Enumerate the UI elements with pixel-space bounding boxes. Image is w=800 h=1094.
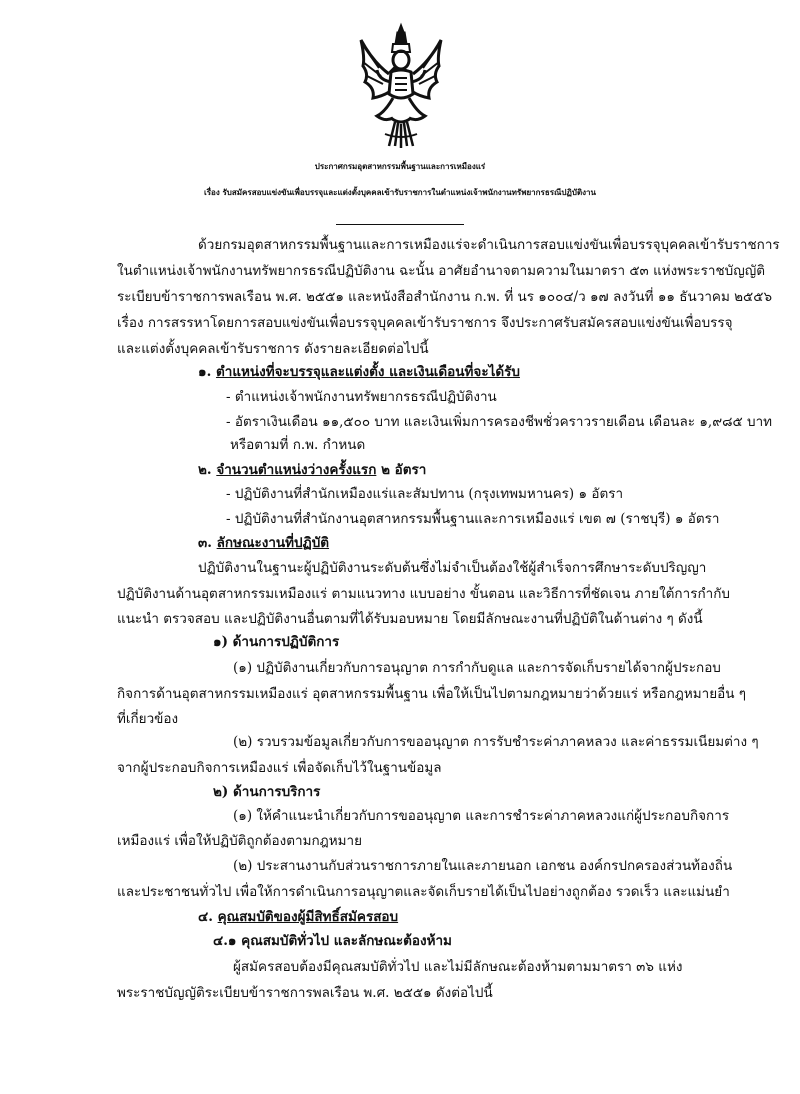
section-title: จำนวนตำแหน่งว่างครั้งแรก <box>216 462 377 478</box>
section-title: ตำแหน่งที่จะบรรจุและแต่งตั้ง และเงินเดือนที่จะได้รับ <box>215 364 520 380</box>
list-item: - ปฏิบัติงานที่สำนักเหมืองแร่และสัมปทาน (กรุงเทพมหานคร) ๑ อัตรา <box>226 486 624 502</box>
paragraph-line: (๑) ให้คำแนะนำเกี่ยวกับการขออนุญาต และการชำระค่าภาคหลวงแก่ผู้ประกอบกิจการ <box>233 808 730 824</box>
subsection-heading: ๑) ด้านการปฏิบัติการ <box>213 634 340 650</box>
intro-line: ด้วยกรมอุตสาหกรรมพื้นฐานและการเหมืองแร่จะดำเนินการสอบแข่งขันเพื่อบรรจุบุคคลเข้ารับราชการ <box>198 237 780 253</box>
list-item: - ปฏิบัติงานที่สำนักงานอุตสาหกรรมพื้นฐานและการเหมืองแร่ เขต ๗ (ราชบุรี) ๑ อัตรา <box>226 511 720 527</box>
section-1-heading <box>198 363 520 381</box>
section-number: ๓. <box>198 535 212 551</box>
intro-line: ในตำแหน่งเจ้าพนักงานทรัพยากรธรณีปฏิบัติงาน ฉะนั้น อาศัยอำนาจตามความในมาตรา ๕๓ แห่งพระราชบัญญัติ <box>117 263 765 279</box>
paragraph-line: (๑) ปฏิบัติงานเกี่ยวกับการอนุญาต การกำกับดูแล และการจัดเก็บรายได้จากผู้ประกอบ <box>233 660 721 676</box>
paragraph-line: เหมืองแร่ เพื่อให้ปฏิบัติถูกต้องตามกฎหมาย <box>117 833 363 849</box>
intro-line: ระเบียบข้าราชการพลเรือน พ.ศ. ๒๕๕๑ และหนังสือสำนักงาน ก.พ. ที่ นร ๑๐๐๔/ว ๑๗ ลงวันที่ ๑๑ ธันวาคม ๒๕๕๖ <box>117 289 773 305</box>
paragraph-line: ที่เกี่ยวข้อง <box>117 711 179 727</box>
document-subject: เรื่อง รับสมัครสอบแข่งขันเพื่อบรรจุและแต่งตั้งบุคคลเข้ารับราชการในตำแหน่งเจ้าพนักงานทรัพยากรธรณีปฏิบัติงาน <box>203 187 597 197</box>
paragraph-line: ผู้สมัครสอบต้องมีคุณสมบัติทั่วไป และไม่มีลักษณะต้องห้ามตามมาตรา ๓๖ แห่ง <box>233 959 683 975</box>
paragraph-line: (๒) ประสานงานกับส่วนราชการภายในและภายนอก เอกชน องค์กรปกครองส่วนท้องถิ่น <box>233 858 733 874</box>
subsection-heading: ๒) ด้านการบริการ <box>213 784 321 800</box>
section-title: คุณสมบัติของผู้มีสิทธิ์สมัครสอบ <box>217 909 399 925</box>
section-title: ลักษณะงานที่ปฏิบัติ <box>216 535 330 551</box>
paragraph-line: แนะนำ ตรวจสอบ และปฏิบัติงานอื่นตามที่ได้รับมอบหมาย โดยมีลักษณะงานที่ปฏิบัติในด้านต่าง ๆ ดังนี้ <box>117 611 703 627</box>
list-item: - อัตราเงินเดือน ๑๑,๕๐๐ บาท และเงินเพิ่มการครองชีพชั่วคราวรายเดือน เดือนละ ๑,๙๘๕ บาท <box>226 414 773 430</box>
list-item: - ตำแหน่งเจ้าพนักงานทรัพยากรธรณีปฏิบัติงาน <box>226 389 497 405</box>
list-item-continuation: หรือตามที่ ก.พ. กำหนด <box>230 437 366 453</box>
section-number: ๒. <box>198 462 212 478</box>
paragraph-line: ปฏิบัติงานด้านอุตสาหกรรมเหมืองแร่ ตามแนวทาง แบบอย่าง ขั้นตอน และวิธีการที่ชัดเจน ภายใต้การกำกับ <box>117 586 730 602</box>
intro-line: เรื่อง การสรรหาโดยการสอบแข่งขันเพื่อบรรจุบุคคลเข้ารับราชการ จึงประกาศรับสมัครสอบแข่งขันเพื่อบรรจุ <box>117 315 733 331</box>
paragraph-line: กิจการด้านอุตสาหกรรมเหมืองแร่ อุตสาหกรรมพื้นฐาน เพื่อให้เป็นไปตามกฎหมายว่าด้วยแร่ หรือกฎหมายอื่น ๆ <box>117 686 747 702</box>
vacancy-count: ๒ อัตรา <box>381 462 427 478</box>
section-3-heading <box>198 534 329 552</box>
paragraph-line: พระราชบัญญัติระเบียบข้าราชการพลเรือน พ.ศ. ๒๕๕๑ ดังต่อไปนี้ <box>117 985 493 1001</box>
section-2-heading <box>198 461 426 479</box>
paragraph-line: (๒) รวบรวมข้อมูลเกี่ยวกับการขออนุญาต การรับชำระค่าภาคหลวง และค่าธรรมเนียมต่าง ๆ <box>233 734 759 750</box>
section-4-heading <box>198 908 398 926</box>
section-number: ๔. <box>198 909 213 925</box>
section-number: ๑. <box>198 364 212 380</box>
garuda-emblem-icon <box>355 22 447 150</box>
title-divider <box>336 224 464 225</box>
paragraph-line: จากผู้ประกอบกิจการเหมืองแร่ เพื่อจัดเก็บไว้ในฐานข้อมูล <box>117 760 442 776</box>
intro-line: และแต่งตั้งบุคคลเข้ารับราชการ ดังรายละเอียดต่อไปนี้ <box>117 341 429 357</box>
subsection-heading: ๔.๑ คุณสมบัติทั่วไป และลักษณะต้องห้าม <box>213 933 452 949</box>
paragraph-line: ปฏิบัติงานในฐานะผู้ปฏิบัติงานระดับต้นซึ่งไม่จำเป็นต้องใช้ผู้สำเร็จการศึกษาระดับปริญญา <box>198 560 707 576</box>
document-title: ประกาศกรมอุตสาหกรรมพื้นฐานและการเหมืองแร่ <box>314 161 486 171</box>
paragraph-line: และประชาชนทั่วไป เพื่อให้การดำเนินการอนุญาตและจัดเก็บรายได้เป็นไปอย่างถูกต้อง รวดเร็ว และแม่นยำ <box>117 884 730 900</box>
